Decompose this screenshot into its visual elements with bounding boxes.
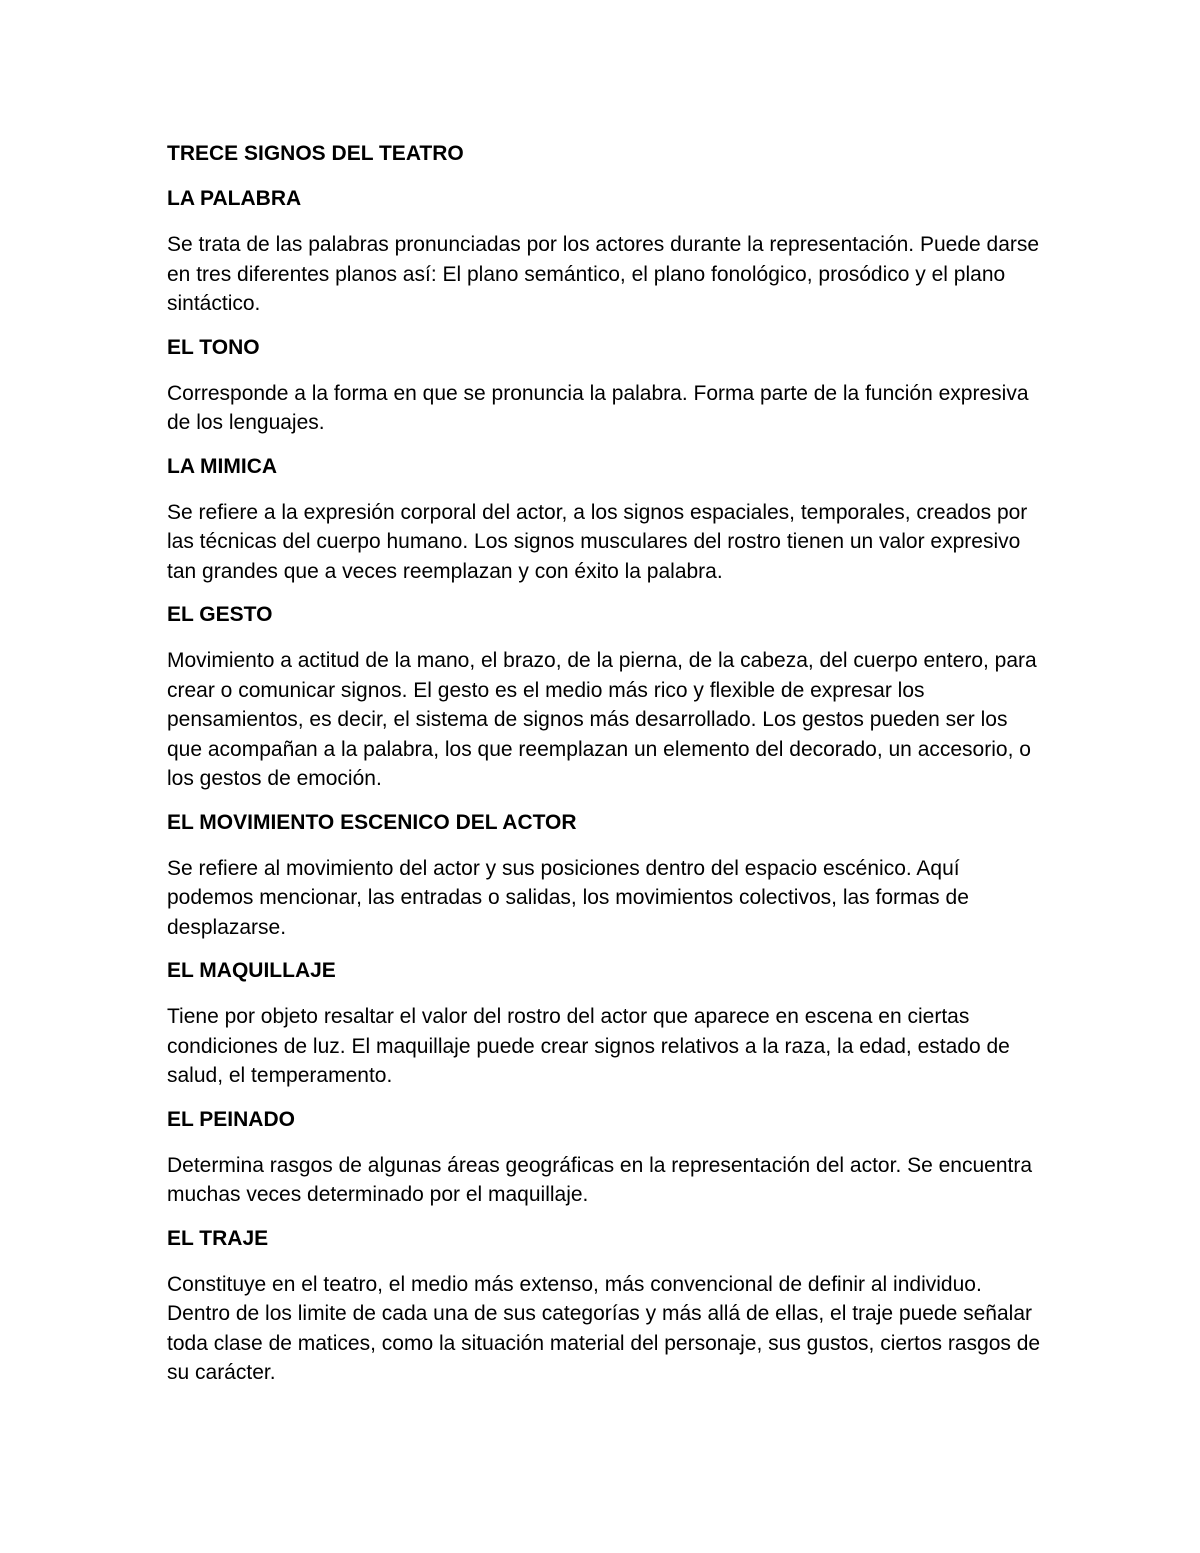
- section-body-la-palabra: Se trata de las palabras pronunciadas por los actores durante la representación. Puede darse en tres diferentes planos así: El plano semántico, el plano fonológico, prosódico y el plano sintáctico.: [167, 233, 1040, 315]
- section-body-la-mimica: Se refiere a la expresión corporal del actor, a los signos espaciales, temporales, creados por las técnicas del cuerpo humano. Los signos musculares del rostro tienen un valor expresivo tan grandes que a veces reemplazan y con éxito la palabra.: [167, 500, 1028, 583]
- section-body-el-maquillaje: Tiene por objeto resaltar el valor del rostro del actor que aparece en escena en ciertas condiciones de luz. El maquillaje puede crear signos relativos a la raza, la edad, estado de salud, el temperamento.: [167, 1005, 1010, 1087]
- section-heading-la-palabra: LA PALABRA: [167, 187, 302, 210]
- section-body-el-traje: Constituye en el teatro, el medio más extenso, más convencional de definir al individuo. Dentro de los limite de cada una de sus categorías y más allá de ellas, el traje puede señalar toda clase de matices, como la situación material del personaje, sus gustos, ciertos rasgos de su carácter.: [167, 1272, 1041, 1384]
- section-body-el-peinado: Determina rasgos de algunas áreas geográficas en la representación del actor. Se encuentra muchas veces determinado por el maquillaje.: [167, 1153, 1033, 1206]
- document-content: [167, 140, 1047, 1403]
- section-heading-el-movimiento-escenico: EL MOVIMIENTO ESCENICO DEL ACTOR: [167, 810, 577, 834]
- section-body-el-gesto: Movimiento a actitud de la mano, el brazo, de la pierna, de la cabeza, del cuerpo entero, para crear o comunicar signos. El gesto es el medio más rico y flexible de expresar los pensamientos, es decir, el sistema de signos más desarrollado. Los gestos pueden ser los que acompañan a la palabra, los que reemplazan un elemento del decorado, un accesorio, o los gestos de emoción.: [167, 649, 1037, 790]
- section-heading-la-mimica: LA MIMICA: [167, 454, 278, 478]
- section-heading-el-peinado: EL PEINADO: [167, 1107, 295, 1131]
- section-heading-el-gesto: EL GESTO: [167, 603, 273, 626]
- section-heading-el-maquillaje: EL MAQUILLAJE: [167, 959, 336, 982]
- document-title: TRECE SIGNOS DEL TEATRO: [167, 142, 464, 165]
- section-body-el-movimiento-escenico: Se refiere al movimiento del actor y sus posiciones dentro del espacio escénico. Aquí podemos mencionar, las entradas o salidas, los movimientos colectivos, las formas de desplazarse.: [167, 856, 969, 939]
- section-heading-el-tono: EL TONO: [167, 335, 260, 359]
- section-body-el-tono: Corresponde a la forma en que se pronuncia la palabra. Forma parte de la función expresiva de los lenguajes.: [167, 381, 1029, 434]
- section-heading-el-traje: EL TRAJE: [167, 1226, 269, 1250]
